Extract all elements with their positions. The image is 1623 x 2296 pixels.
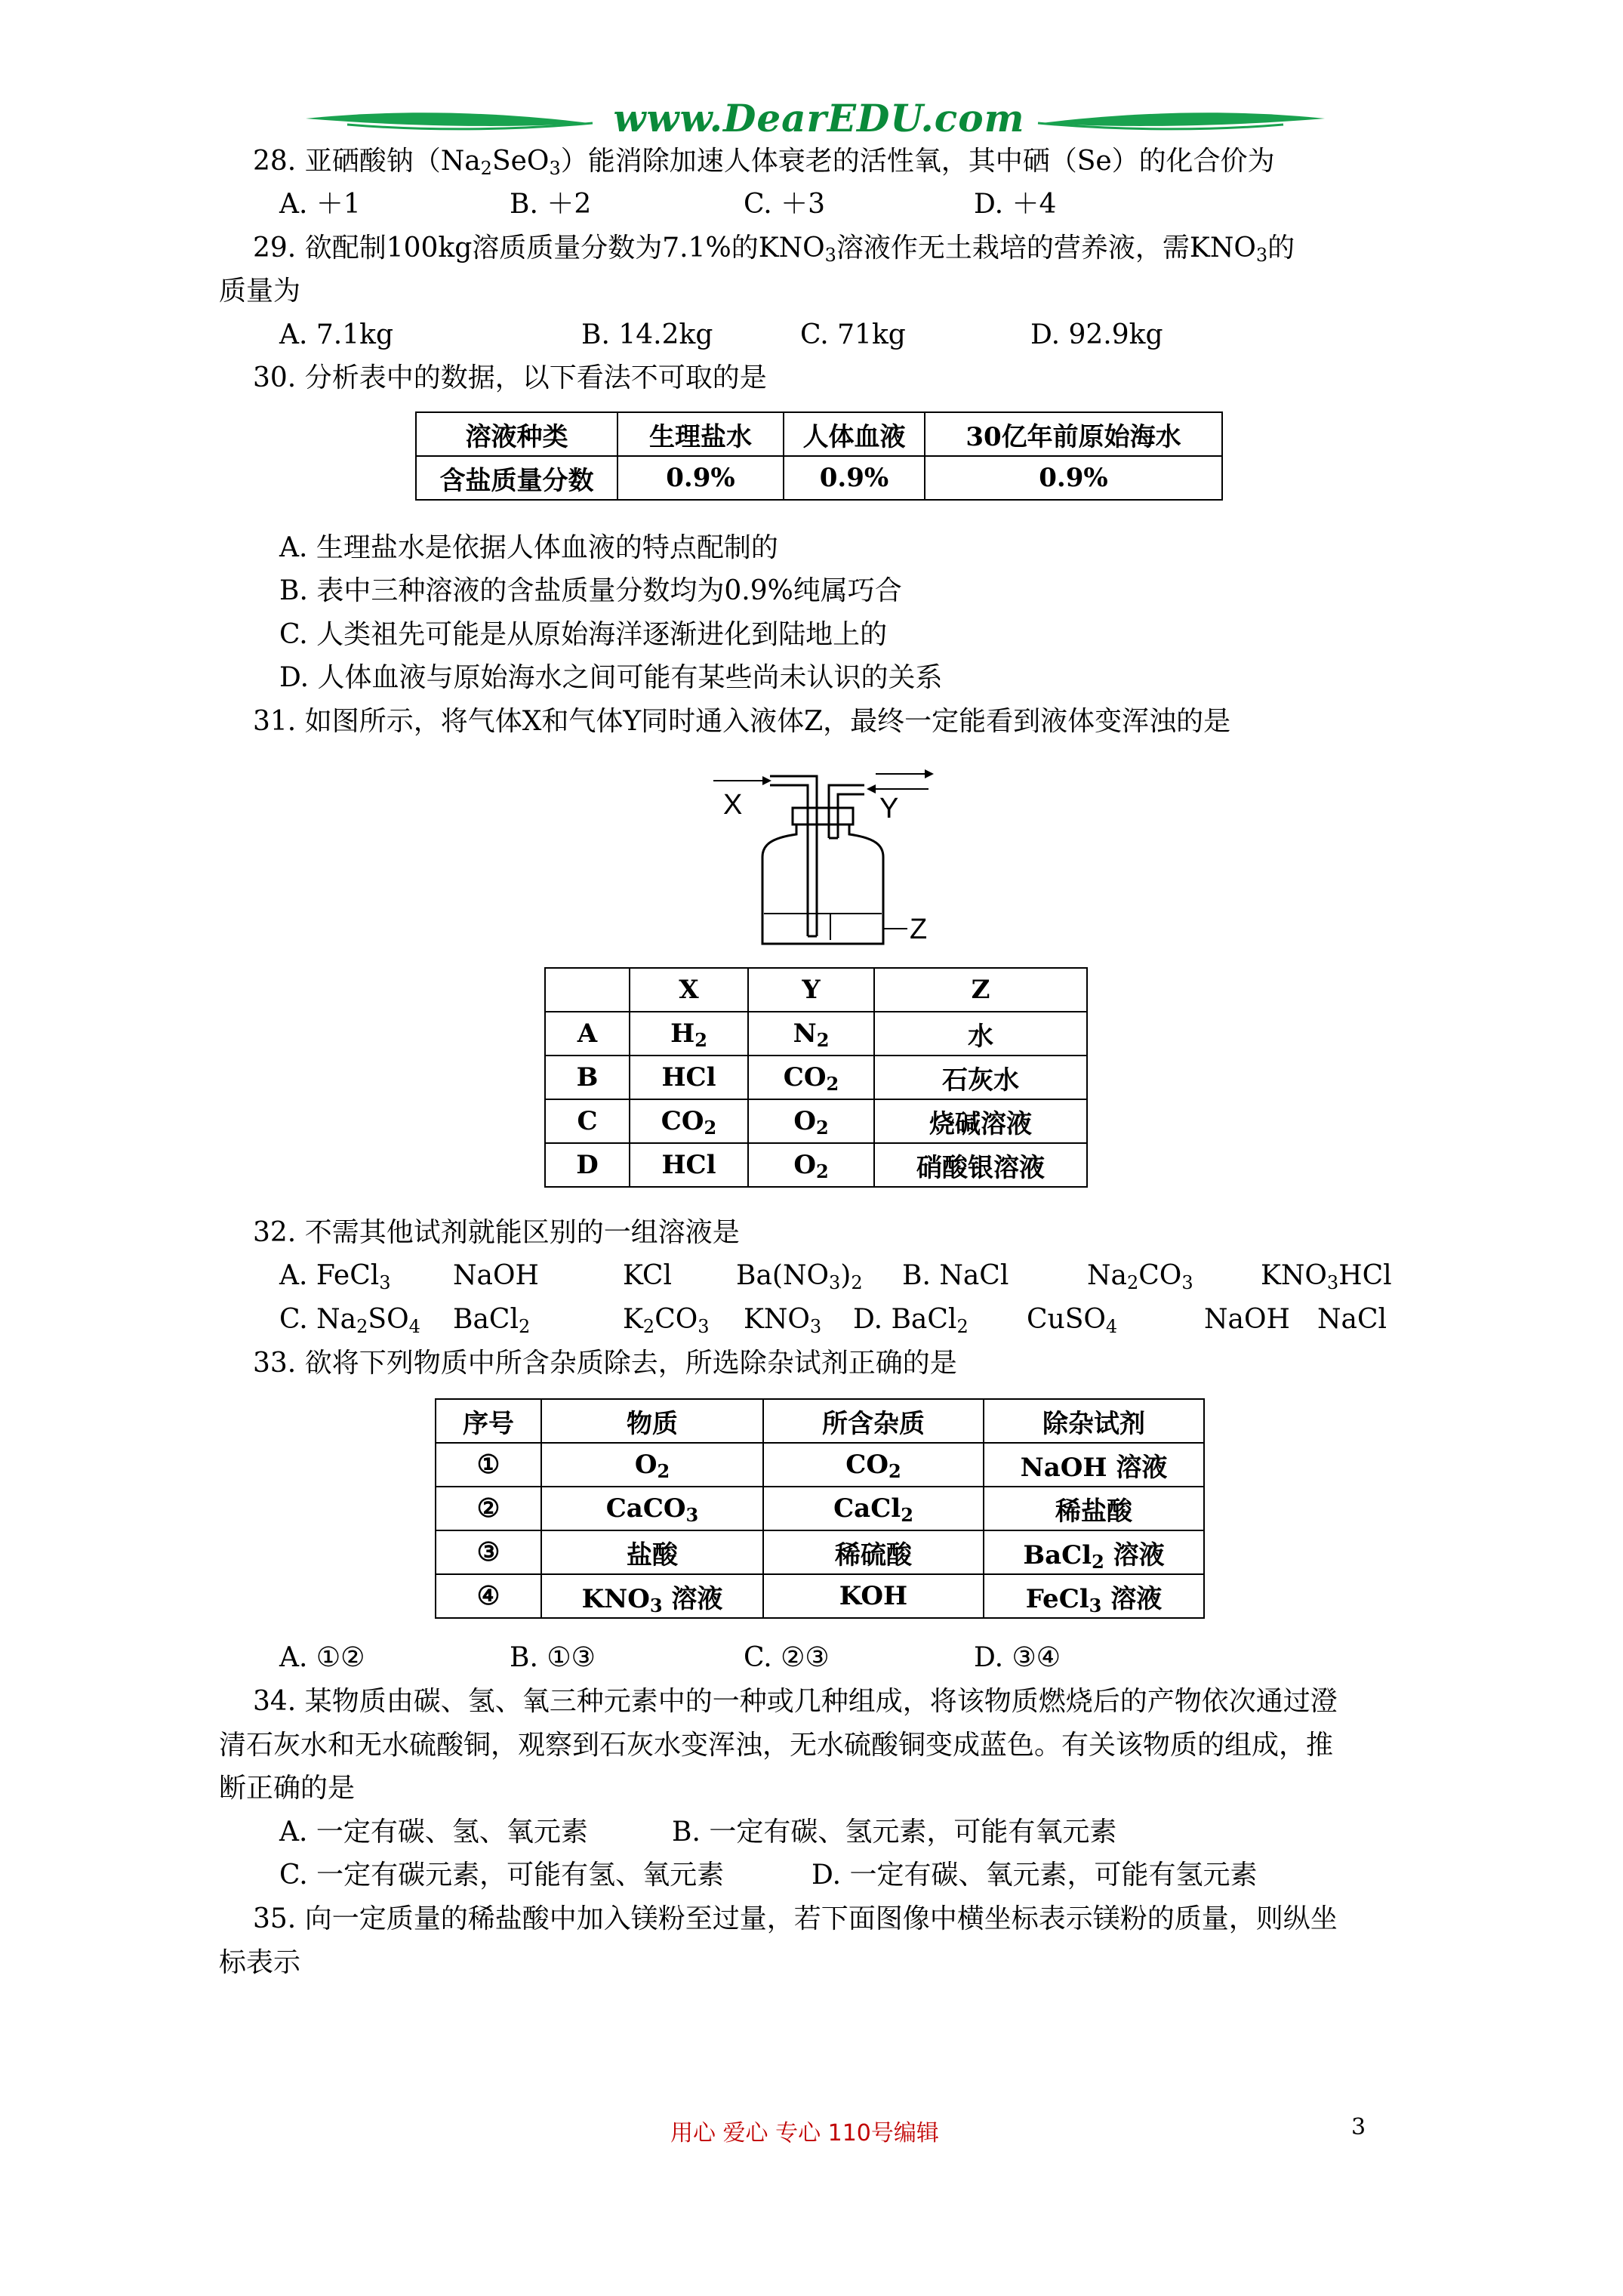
- q33-row-impurity: CaCl$_2$: [763, 1487, 984, 1530]
- q33-row-no: ①: [436, 1443, 541, 1487]
- q33-stem: 33. 欲将下列物质中所含杂质除去，所选除杂试剂正确的是: [253, 1348, 957, 1379]
- q32-option-b-3: $KNO_3HCl$: [1261, 1260, 1392, 1293]
- q33-row-substance: CaCO$_3$: [541, 1487, 763, 1530]
- q33-th-1: 物质: [541, 1399, 763, 1443]
- q31-row-x: HCl: [630, 1056, 748, 1099]
- q33-th-2: 所含杂质: [763, 1399, 984, 1443]
- fig-label-y: Y: [879, 793, 899, 824]
- q29-stem-c: 的: [1267, 233, 1295, 264]
- q33-row-no: ③: [436, 1530, 541, 1574]
- footer-text: 用心 爱心 专心 110号编辑: [670, 2120, 939, 2147]
- q30-td-1: 0.9%: [617, 456, 784, 500]
- q34-stem-line1: 34. 某物质由碳、氢、氧三种元素中的一种或几种组成，将该物质燃烧后的产物依次通过澄: [253, 1686, 1338, 1717]
- q31-table: [544, 967, 1088, 1188]
- q32-option-a-4: $Ba(NO_3)_2$: [736, 1260, 863, 1293]
- q31-row-y: $O_2$: [748, 1099, 874, 1143]
- q33-option-c[interactable]: C. ②③: [744, 1642, 830, 1673]
- q28-stem-a: 28. 亚硒酸钠（Na: [253, 146, 481, 177]
- q31-row-key: A: [545, 1012, 630, 1056]
- q28-stem-c: ）能消除加速人体衰老的活性氧，其中硒（Se）的化合价为: [560, 146, 1275, 177]
- q29-sub1: 3: [824, 245, 836, 266]
- q29-stem-line2: 质量为: [219, 276, 301, 307]
- q32-option-b-1[interactable]: B. NaCl: [902, 1260, 1009, 1291]
- q31-row-z: 水: [874, 1012, 1087, 1056]
- q33-row-reagent: FeCl$_3$ 溶液: [984, 1574, 1204, 1618]
- q32-option-d-1[interactable]: D. BaCl$_2$: [853, 1304, 969, 1337]
- q30-td-3: 0.9%: [925, 456, 1222, 500]
- q33-row-impurity: $CO_2$: [763, 1443, 984, 1487]
- q34-option-d[interactable]: D. 一定有碳、氧元素，可能有氢元素: [812, 1860, 1258, 1891]
- q31-row-y: $N_2$: [748, 1012, 874, 1056]
- q30-th-0: 溶液种类: [416, 412, 617, 456]
- q32-option-d-3: NaOH: [1204, 1304, 1290, 1335]
- q34-option-c[interactable]: C. 一定有碳元素，可能有氢、氧元素: [279, 1860, 725, 1891]
- q30-option-a[interactable]: A. 生理盐水是依据人体血液的特点配制的: [279, 532, 778, 563]
- q34-stem-line2: 清石灰水和无水硫酸铜，观察到石灰水变浑浊，无水硫酸铜变成蓝色。有关该物质的组成，推: [219, 1730, 1334, 1761]
- q30-option-d[interactable]: D. 人体血液与原始海水之间可能有某些尚未认识的关系: [279, 662, 943, 693]
- q32-option-b-2: $Na_2CO_3$: [1087, 1260, 1193, 1293]
- q35-stem-line2: 标表示: [219, 1947, 301, 1978]
- q33-row-reagent: NaOH 溶液: [984, 1443, 1204, 1487]
- table-row: [545, 1056, 1087, 1099]
- fig-label-x: X: [723, 789, 743, 821]
- q32-option-c-1[interactable]: C. $Na_2SO_4$: [279, 1304, 420, 1337]
- q29-option-c[interactable]: C. 71kg: [800, 319, 906, 350]
- q31-th-z: Z: [874, 968, 1087, 1012]
- q33-row-substance: 盐酸: [541, 1530, 763, 1574]
- q34-option-b[interactable]: B. 一定有碳、氢元素，可能有氧元素: [672, 1817, 1117, 1848]
- q31-row-z: 硝酸银溶液: [874, 1143, 1087, 1187]
- q31-row-key: D: [545, 1143, 630, 1187]
- q28-option-b[interactable]: B. ＋2: [510, 189, 592, 220]
- table-row: [436, 1530, 1204, 1574]
- q29-stem-b: 溶液作无土栽培的营养液，需KNO: [836, 233, 1256, 264]
- q32-option-c-3: $K_2CO_3$: [623, 1304, 710, 1337]
- q28-stem: [253, 142, 1275, 181]
- q30-td-2: 0.9%: [784, 456, 925, 500]
- site-header: [302, 96, 1329, 147]
- q33-row-no: ②: [436, 1487, 541, 1530]
- q31-th-x: X: [630, 968, 748, 1012]
- q31-row-x: $CO_2$: [630, 1099, 748, 1143]
- q29-stem-a: 29. 欲配制100kg溶质质量分数为7.1%的KNO: [253, 233, 825, 264]
- q32-option-c-2: BaCl$_2$: [453, 1304, 531, 1337]
- table-row: [436, 1574, 1204, 1618]
- q30-th-2: 人体血液: [784, 412, 925, 456]
- q31-row-x: HCl: [630, 1143, 748, 1187]
- q35-stem-line1: 35. 向一定质量的稀盐酸中加入镁粉至过量，若下面图像中横坐标表示镁粉的质量，则纵坐: [253, 1903, 1338, 1934]
- q32-option-c-4: $KNO_3$: [744, 1304, 822, 1337]
- q33-row-impurity: KOH: [763, 1574, 984, 1618]
- table-row: [436, 1443, 1204, 1487]
- q33-option-b[interactable]: B. ①③: [510, 1642, 596, 1673]
- q33-row-impurity: 稀硫酸: [763, 1530, 984, 1574]
- q32-option-a-2: NaOH: [453, 1260, 539, 1291]
- q32-stem: 32. 不需其他试剂就能区别的一组溶液是: [253, 1217, 740, 1248]
- q33-option-d[interactable]: D. ③④: [974, 1642, 1061, 1673]
- q32-option-a-3: KCl: [623, 1260, 672, 1291]
- q28-option-d[interactable]: D. ＋4: [974, 189, 1057, 220]
- page-number: 3: [1351, 2114, 1366, 2140]
- q33-row-substance: $O_2$: [541, 1443, 763, 1487]
- table-row: [416, 456, 1222, 500]
- q31-th-0: [545, 968, 630, 1012]
- q31-row-x: $H_2$: [630, 1012, 748, 1056]
- table-row: [436, 1487, 1204, 1530]
- q33-row-reagent: BaCl$_2$ 溶液: [984, 1530, 1204, 1574]
- q31-row-z: 石灰水: [874, 1056, 1087, 1099]
- q34-stem-line3: 断正确的是: [219, 1773, 356, 1804]
- fig-label-z: Z: [910, 914, 928, 945]
- q33-th-0: 序号: [436, 1399, 541, 1443]
- q31-row-z: 烧碱溶液: [874, 1099, 1087, 1143]
- q30-option-c[interactable]: C. 人类祖先可能是从原始海洋逐渐进化到陆地上的: [279, 619, 888, 650]
- q34-option-a[interactable]: A. 一定有碳、氢、氧元素: [279, 1817, 588, 1848]
- q28-stem-b: SeO: [491, 146, 550, 177]
- table-row: [545, 1012, 1087, 1056]
- q28-sub2: 3: [549, 158, 561, 179]
- q29-option-d[interactable]: D. 92.9kg: [1030, 319, 1163, 350]
- q30-td-0: 含盐质量分数: [416, 456, 617, 500]
- q31-row-y: $O_2$: [748, 1143, 874, 1187]
- q33-row-substance: $KNO_3$ 溶液: [541, 1574, 763, 1618]
- q29-stem: [253, 229, 1295, 268]
- q33-option-a[interactable]: A. ①②: [279, 1642, 365, 1673]
- q31-stem: 31. 如图所示，将气体X和气体Y同时通入液体Z，最终一定能看到液体变浑浊的是: [253, 706, 1231, 737]
- q28-sub1: 2: [480, 158, 492, 179]
- q28-option-c[interactable]: C. ＋3: [744, 189, 826, 220]
- table-row: [436, 1399, 1204, 1443]
- q29-option-a[interactable]: A. 7.1kg: [279, 319, 393, 350]
- q30-stem: 30. 分析表中的数据，以下看法不可取的是: [253, 362, 767, 393]
- q32-option-d-2: CuSO$_4$: [1027, 1304, 1118, 1337]
- q33-th-3: 除杂试剂: [984, 1399, 1204, 1443]
- q32-option-a-1[interactable]: A. FeCl$_3$: [279, 1260, 391, 1293]
- table-row: [545, 1143, 1087, 1187]
- q33-row-no: ④: [436, 1574, 541, 1618]
- table-row: [545, 1099, 1087, 1143]
- q31-th-y: Y: [748, 968, 874, 1012]
- table-row: [416, 412, 1222, 456]
- q29-option-b[interactable]: B. 14.2kg: [581, 319, 713, 350]
- q31-row-y: $CO_2$: [748, 1056, 874, 1099]
- site-logo-text: www.DearEDU.com: [613, 96, 1025, 140]
- q31-row-key: C: [545, 1099, 630, 1143]
- q29-sub2: 3: [1255, 245, 1268, 266]
- q30-option-b[interactable]: B. 表中三种溶液的含盐质量分数均为0.9%纯属巧合: [279, 575, 902, 606]
- q30-table: [415, 411, 1223, 501]
- table-row: [545, 968, 1087, 1012]
- q33-row-reagent: 稀盐酸: [984, 1487, 1204, 1530]
- q33-table: [435, 1398, 1205, 1619]
- q30-th-3: 30亿年前原始海水: [925, 412, 1222, 456]
- q30-th-1: 生理盐水: [617, 412, 784, 456]
- q31-row-key: B: [545, 1056, 630, 1099]
- q32-option-d-4: NaCl: [1317, 1304, 1387, 1335]
- q28-option-a[interactable]: A. ＋1: [279, 189, 361, 220]
